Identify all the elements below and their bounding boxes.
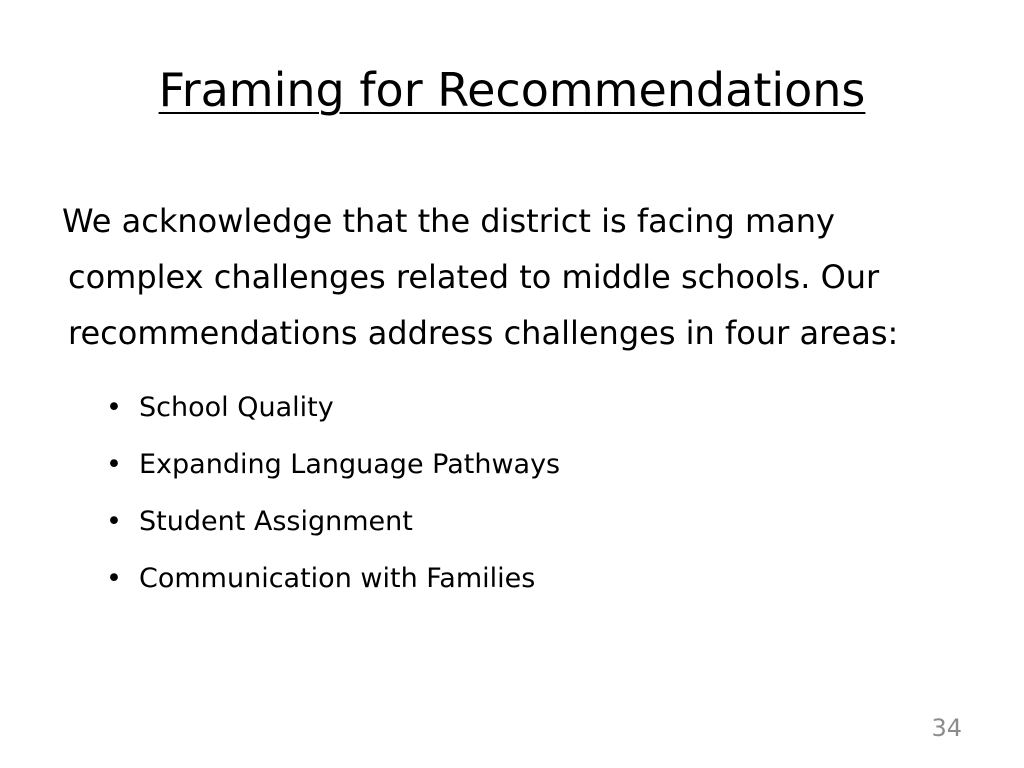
- bullet-list: [68, 379, 958, 607]
- intro-paragraph: We acknowledge that the district is facing many complex challenges related to middle schools. Our recommendations address challenges in four areas:: [62, 202, 899, 352]
- bullet-text: Student Assignment: [139, 506, 413, 537]
- bullet-icon: •: [106, 506, 122, 537]
- bullet-text: School Quality: [139, 392, 334, 423]
- bullet-item: [106, 379, 958, 436]
- bullet-icon: •: [106, 563, 122, 594]
- bullet-icon: •: [106, 449, 122, 480]
- bullet-icon: •: [106, 392, 122, 423]
- bullet-item: [106, 493, 958, 550]
- bullet-text: Expanding Language Pathways: [139, 449, 561, 480]
- slide-body: [62, 193, 958, 607]
- bullet-item: [106, 436, 958, 493]
- bullet-item: [106, 550, 958, 607]
- bullet-text: Communication with Families: [139, 563, 536, 594]
- slide-title: Framing for Recommendations: [158, 63, 866, 117]
- slide-number: 34: [931, 714, 962, 742]
